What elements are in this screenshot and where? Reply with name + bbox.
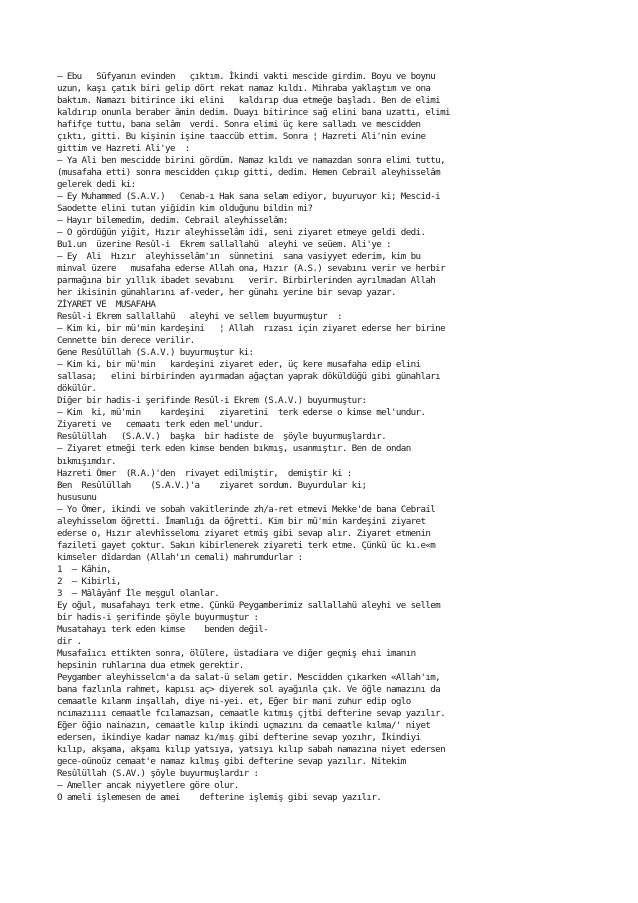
text-line: Diğer bir hadis-i şerifinde Resûl-i Ekrem (S.A.V.) buyurmuştur: (57, 395, 367, 407)
text-line: ncımazıııı cemaatle fcılamazsan, cemaatle kıtmış çjtbi defterine sevap yazılır. (57, 707, 445, 719)
text-line: kaldırıp onunla beraber âmin dedim. Duayı bitirince sağ elini bana uzattı, elimi (57, 107, 450, 119)
text-line: bana fazlınla rahmet, kapısı aç> diyerek sol ayağınla çık. Ve öğle namazını da (57, 683, 441, 695)
text-line: — Hayır bilemedim, dedim. Cebrail aleyhisselâm: (57, 215, 288, 227)
text-line: — O gördüğün yiğit, Hızır aleyhisselâm idi, seni ziyaret etmeye geldi dedi. (57, 227, 426, 239)
list-item: 2 — Kibirli, (57, 575, 121, 587)
text-line: ederse o, Hızır alevhîsselomı ziyaret etmiş gibi sevap alır. Ziyaret etmenin (57, 527, 431, 539)
document-page (57, 71, 585, 804)
text-line: Resûlüllah (S.AV.) şöyle buyurmuşlardır : (57, 767, 259, 779)
text-line: gittim ve Hazreti Ali'ye : (57, 143, 190, 155)
text-line: — Ey Muhammed (S.A.V.) Cenab-ı Hak sana selam ediyor, buyuruyor ki; Mescid-i (57, 191, 441, 203)
text-line: edersen, ikindiye kadar namaz kı/mış gibi defterine sevap yozıhr, İkindiyi (57, 731, 421, 743)
text-line: — Ebu Süfyanın evinden çıktım. İkindi vakti mescide girdim. Boyu ve boynu (57, 71, 436, 82)
text-line: — Ey Ali Hızır aleyhisselâm'ın sünnetini sana vasiyyet ederim, kim bu (57, 251, 421, 263)
text-line: çıktı, gitti. Bu kişinin işine taaccüb ettim. Sonra ¦ Hazreti Ali'nin evine (57, 131, 426, 143)
list-item: 1 — Kâhin, (57, 563, 112, 575)
text-line: Ey oğul, musafahayı terk etme. Çünkü Peygamberimiz sallallahü aleyhi ve sellem (57, 599, 441, 611)
section-heading: ZİYARET VE MUSAFAHA (57, 299, 156, 311)
text-line: bıkmışımdır. (57, 455, 116, 467)
text-line: fazileti gayet çoktur. Sakın kibirlenerek ziyareti terk etme. Çünkü üc kı.e«m (57, 539, 436, 551)
text-line: Saodette elini tutan yiğidin kim olduğunu bildin mi? (57, 203, 313, 215)
text-line: baktım. Namazı bitirince iki elini kaldırıp dua etmeğe başladı. Ben de elimi (57, 95, 441, 107)
text-line: minval üzere musafaha ederse Allah ona, Hızır (A.S.) sevabını verir ve herbir (57, 263, 445, 275)
text-line: uzun, kaşı çatık biri gelip dört rekat namaz kıldı. Mihraba yaklaştım ve ona (57, 83, 431, 95)
text-line: kimseler dîdardan (Allah'ın cemali) mahrumdurlar : (57, 551, 303, 563)
text-line: hususunu (57, 491, 97, 503)
text-line: dökülür. (57, 383, 97, 395)
text-line: dir . (57, 635, 82, 647)
text-line: — Ziyaret etmeği terk eden kimse benden bıkmış, usanmıştır. Ben de ondan (57, 443, 411, 455)
text-line: cemaatle kılanm inşallah, diye ni-yei. et, Eğer bir mani zuhur edip oglo (57, 695, 411, 707)
text-line: O ameli işlemesen de amei defterine işlemiş gibi sevap yazılır. (57, 791, 382, 803)
text-line: hafifçe tuttu, bana selâm verdi. Sonra elimi üç kere salladı ve mescidden (57, 119, 421, 131)
text-line: — Ya Ali ben mescidde birini gördüm. Namaz kıldı ve namazdan sonra elimi tuttu, (57, 155, 445, 167)
text-line: Ben Resûlüllah (S.A.V.)'a ziyaret sordum. Buyurdular ki; (57, 479, 367, 491)
text-line: Musatahayı terk eden kimse benden değil- (57, 623, 269, 635)
text-line: Peygamber aleyhisselcm'a da salat-ü selam getir. Mescidden çıkarken «Allah'ım, (57, 671, 441, 683)
text-line: — Ameller ancak niyyetlere göre olur. (57, 779, 239, 791)
list-item: 3 — Mâlâyânf İle meşgul olanlar. (57, 587, 220, 599)
text-line: gelerek dedi ki: (57, 179, 136, 191)
text-line: Gene Resûlüllah (S.A.V.) buyurmuştur ki: (57, 347, 254, 359)
text-line: her ikisinin günahlarını af-veder, her günahı yerine bir sevap yazar. (57, 287, 396, 299)
text-line: Cennette bin derece verilir. (57, 335, 195, 347)
text-line: — Kim ki, bir mü'min kardeşini ziyaret eder, üç kere musafaha edip elini (57, 359, 421, 371)
text-line: Musafaîıcı ettikten sonra, ölülere, üstadiara ve diğer geçmiş ehıi imanın (57, 647, 416, 659)
text-line: Bu1.un üzerine Resûl-i Ekrem sallallahü aleyhi ve seüem. Ali'ye : (57, 239, 391, 251)
text-line: kılıp, akşama, akşamı kılıp yatsıya, yatsıyı kılıp sabah namazına niyet edersen (57, 743, 445, 755)
text-line: — Kim ki, bir mü'min kardeşini ¦ Allah rızası için ziyaret ederse her birine (57, 323, 445, 335)
text-line: sallasa; elini birbirinden ayırmadan ağaçtan yaprak döküldüğü gibi günahları (57, 371, 441, 383)
text-line: Resûlüllah (S.A.V.) başka bir hadiste de şöyle buyurmuşlardır. (57, 431, 387, 443)
text-line: Eğer öğio nainazın, cemaatle kılıp ikindi uçmazını da cemaatle kılma/' niyet (57, 719, 431, 731)
text-line: (musafaha etti) sonra mescidden çıkıp gitti, dedim. Hemen Cebrail aleyhisselâm (57, 167, 441, 179)
text-line: aleyhisselom öğretti. İmamlığı da öğretti. Kim bir mü'min kardeşini ziyaret (57, 515, 426, 527)
text-line: Resûl-i Ekrem sallallahü aleyhi ve sellem buyurmuştur : (57, 311, 342, 323)
text-line: — Yo Ömer, ikindi ve sobah vakitlerinde zh/a-ret etmevi Mekke'de bana Cebrail (57, 503, 436, 515)
text-line: hepsinin ruhlarına dua etmek gerektir. (57, 659, 244, 671)
text-line: bir hadis-i şerifinde şöyle buyurmuştur : (57, 611, 259, 623)
text-line: gece-oünoüz cemaat'e namaz kılmış gibi defterine sevap yazılır. Nitekim (57, 755, 406, 767)
text-line: Ziyareti ve cemaatı terk eden mel'undur. (57, 419, 264, 431)
text-line: parmağına bir yıllık ibadet sevabını verir. Birbirlerinden ayrılmadan Allah (57, 275, 436, 287)
text-line: — Kim ki, mü'min kardeşini ziyaretini terk ederse o kimse mel'undur. (57, 407, 426, 419)
text-line: Hazreti Ömer (R.A.)'den rivayet edilmiştir, demiştir ki : (57, 467, 352, 479)
